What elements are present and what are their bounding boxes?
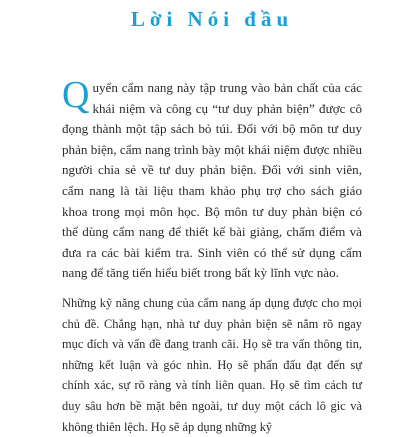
book-page [0, 6, 400, 434]
second-paragraph: Những kỹ năng chung của cẩm nang áp dụng được cho mọi chủ đề. Chẳng hạn, nhà tư duy phản biện sẽ nắm rõ ngay mục đích và vấn đề đang tranh cãi. Họ sẽ tra vấn thông tin, những kết luận và góc nhìn. Họ sẽ phấn đấu đạt đến sự chính xác, sự rõ ràng và tính liên quan. Họ sẽ tìm cách tư duy sâu hơn bề mặt bên ngoài, tư duy một cách lô gic và không thiên lệch. Họ sẽ áp dụng những kỹ [62, 295, 362, 434]
intro-paragraph [62, 74, 362, 284]
page-title: Lời Nói đầu [130, 7, 294, 31]
intro-paragraph-text: uyển cẩm nang này tập trung vào bản chất của các khái niệm và công cụ “tư duy phản biện” được cô đọng thành một tập sách bỏ túi. Đối với bộ môn tư duy phản biện, cẩm nang trình bày một khái niệm được nhiều người chia sẻ về tư duy phản biện. Đối với sinh viên, cẩm nang là tài liệu tham khảo phụ trợ cho sách giáo khoa trong mọi môn học. Bộ môn tư duy phản biện có thể dùng cẩm nang để thiết kế bài giảng, chấm điểm và đưa ra các bài kiểm tra. Sinh viên có thể sử dụng cẩm nang để tăng tiến hiểu biết trong bất kỳ lĩnh vực nào. [62, 80, 362, 281]
drop-cap-letter: Q [62, 74, 90, 116]
